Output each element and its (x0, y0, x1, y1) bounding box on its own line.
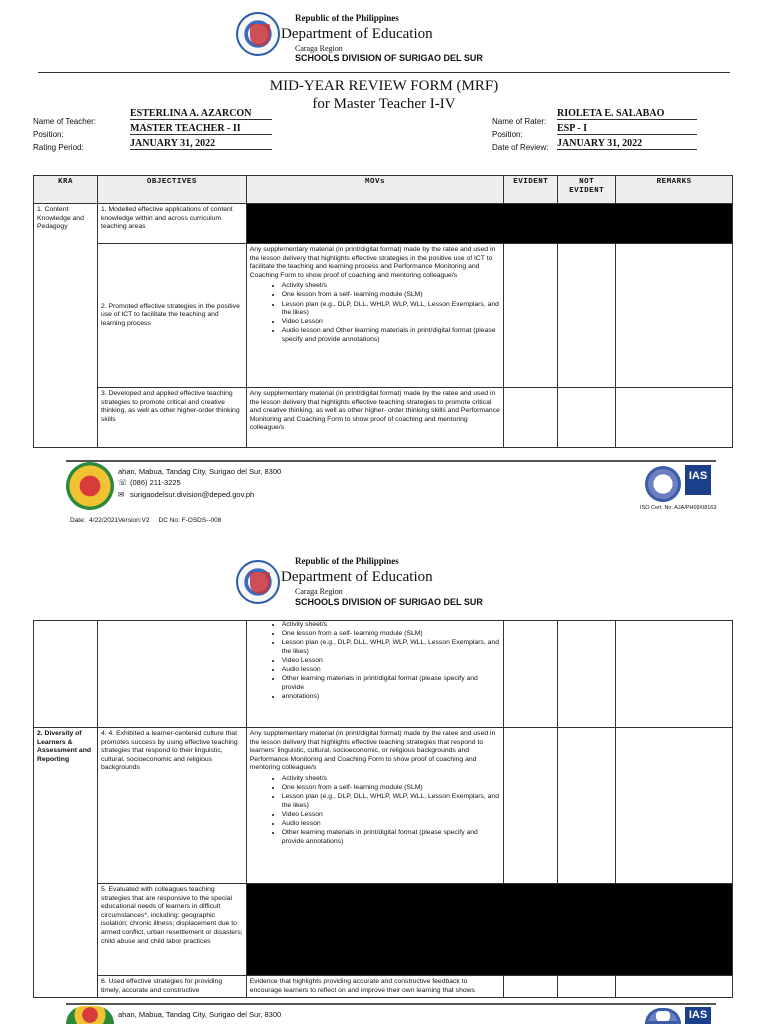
list-item: • annotations) (282, 693, 501, 702)
w3-cert-logo (645, 466, 681, 502)
list-item: • Video Lesson (282, 318, 501, 327)
footer-phone: (086) 211-3225 (130, 478, 181, 487)
mov-continued (246, 621, 504, 728)
list-item: • Activity sheet/s (282, 282, 501, 291)
teacher-position-label: Position: (33, 130, 64, 139)
remarks-cell[interactable] (616, 621, 733, 728)
form-title: MID-YEAR REVIEW FORM (MRF) (269, 78, 499, 94)
mov-2-list (282, 282, 501, 344)
rater-name-label: Name of Rater: (492, 117, 547, 126)
deped-seal (236, 560, 280, 604)
ias-cert-logo: IAS (685, 465, 711, 495)
not-evident-header: NOT EVIDENT (558, 176, 616, 204)
mrf-table-page1 (33, 175, 733, 448)
region-text: Caraga Region (295, 44, 343, 53)
not-evident-cell[interactable] (558, 976, 616, 998)
mov-6: Evidence that highlights providing accurate and constructive feedback to encourage learners to reflect on and improve their own learning that shows (246, 976, 504, 998)
objective-5: 5. Evaluated with colleagues teaching strategies that are responsive to the special educational needs of learners in difficult circumstances*, including: geographic isolation; chronic illness; displacement due to armed conflict, urban resettlement or disasters; child abuse and child labor practices (97, 884, 246, 976)
objective-1: 1. Modelled effective applications of content knowledge within and across curriculum teaching areas (97, 204, 246, 244)
footer-rule (66, 1003, 716, 1005)
evident-cell[interactable] (504, 728, 558, 884)
ias-cert-logo: IAS (685, 1007, 711, 1024)
not-evident-cell[interactable] (558, 244, 616, 388)
list-item: • One lesson from a self- learning module (SLM) (282, 291, 501, 300)
blacked-out-cell (246, 884, 732, 976)
form-subtitle: for Master Teacher I-IV (312, 96, 456, 112)
objective-6: 6. Used effective strategies for providing timely, accurate and constructive (97, 976, 246, 998)
kra-header: KRA (34, 176, 98, 204)
objective-2: 2. Promoted effective strategies in the positive use of ICT to facilitate the teaching and learning process (97, 244, 246, 388)
mov-2-text: Any supplementary material (in print/digital format) made by the ratee and used in the lesson delivery that highlights effective strategies in the positive use of ICT to facilitate the teaching and learning process and Performance Monitoring and Coaching Form to show proof of coaching and mentoring colleague/s (249, 246, 496, 279)
movs-header: MOVs (246, 176, 504, 204)
list-item: • Video Lesson (282, 811, 501, 820)
evident-cell[interactable] (504, 244, 558, 388)
kra1-cell: 1. Content Knowledge and Pedagogy (34, 204, 98, 448)
list-item: • Other learning materials in print/digital format (please specify and provide (282, 675, 501, 692)
mrf-table-page2 (33, 620, 733, 998)
republic-text: Republic of the Philippines (295, 13, 399, 23)
footer-address: ahan, Mabua, Tandag City, Surigao del Sur, 8300 (118, 467, 282, 476)
teacher-position: MASTER TEACHER - II (130, 123, 272, 135)
table-row (34, 244, 733, 388)
deped-seal (236, 12, 280, 56)
rating-period: JANUARY 31, 2022 (130, 138, 272, 150)
list-item: • Other learning materials in print/digital format (please specify and provide annotations) (282, 829, 501, 846)
division-logo (66, 1006, 114, 1024)
doc-info: Date: 4/22/2021Version:V2 DC No: F-OSDS--008 (70, 517, 222, 524)
evident-cell[interactable] (504, 621, 558, 728)
not-evident-cell[interactable] (558, 621, 616, 728)
header-rule (38, 72, 730, 73)
list-item: • One lesson from a self- learning module (SLM) (282, 784, 501, 793)
not-evident-cell[interactable] (558, 728, 616, 884)
division-text: SCHOOLS DIVISION OF SURIGAO DEL SUR (295, 597, 483, 607)
list-item: • Lesson plan (e.g., DLP, DLL, WHLP, WLP, WLL, Lesson Exemplars, and the likes) (282, 793, 501, 810)
table-row (34, 884, 733, 976)
remarks-cell[interactable] (616, 728, 733, 884)
mov-4-list (282, 775, 501, 846)
list-item: • Activity sheet/s (282, 775, 501, 784)
mov-4-text: Any supplementary material (in print/digital format) made by the ratee and used in the lesson delivery that highlights effective teaching strategies that respond to learners' linguistic, cultural, socioeconomic, or religious backgrounds and Performance Monitoring and Coaching Form to show proof of coaching and mentoring colleague/s (249, 730, 496, 772)
list-item: • Audio lesson (282, 666, 501, 675)
review-date-label: Date of Review: (492, 143, 549, 152)
kra2-cell: 2. Diversity of Learners & Assessment and Reporting (34, 728, 98, 998)
mov-3: Any supplementary material (in print/digital format) made by the ratee and used in the lesson delivery that highlights effective teaching strategies to promote critical and creative thinking, as well as other higher- order thinking skills and Performance Monitoring and Coaching Form to show proof of coaching and mentoring colleague/s (246, 388, 504, 448)
footer-rule (66, 460, 716, 462)
kra-cell (34, 621, 98, 728)
table-row (34, 976, 733, 998)
department-title: Department of Education (281, 26, 433, 42)
footer-email: surigaodelsur.division@deped.gov.ph (130, 490, 255, 499)
region-text: Caraga Region (295, 587, 343, 596)
division-text: SCHOOLS DIVISION OF SURIGAO DEL SUR (295, 53, 483, 63)
list-item: • Video Lesson (282, 657, 501, 666)
evident-cell[interactable] (504, 976, 558, 998)
list-item: • Audio lesson (282, 820, 501, 829)
rater-position-label: Position: (492, 130, 523, 139)
objectives-header: OBJECTIVES (97, 176, 246, 204)
table-row (34, 621, 733, 728)
division-logo (66, 462, 114, 510)
mov-2 (246, 244, 504, 388)
list-item: • Lesson plan (e.g., DLP, DLL, WHLP, WLP, WLL, Lesson Exemplars, and the likes) (282, 301, 501, 318)
mov-continued-list (282, 621, 501, 701)
list-item: • Lesson plan (e.g., DLP, DLL, WHLP, WLP, WLL, Lesson Exemplars, and the likes) (282, 639, 501, 656)
iso-cert-number: ISO Cert. No. AJA/PH09/08163 (640, 505, 717, 511)
rater-name: RIOLETA E. SALABAO (557, 108, 697, 120)
objective-cell (97, 621, 246, 728)
republic-text: Republic of the Philippines (295, 556, 399, 566)
rating-period-label: Rating Period: (33, 143, 84, 152)
department-title: Department of Education (281, 569, 433, 585)
remarks-cell[interactable] (616, 244, 733, 388)
evident-header: EVIDENT (504, 176, 558, 204)
footer-address: ahan, Mabua, Tandag City, Surigao del Sur, 8300 (118, 1010, 282, 1019)
table-row (34, 728, 733, 884)
objective-4: 4. 4. Exhibited a learner-centered culture that promotes success by using effective teaching strategies that respond to their linguistic, cultural, socioeconomic and religious backgrounds (97, 728, 246, 884)
rater-position: ESP - I (557, 123, 697, 135)
teacher-name: ESTERLINA A. AZARCON (130, 108, 272, 120)
list-item: • One lesson from a self- learning module (SLM) (282, 630, 501, 639)
evident-cell[interactable] (504, 388, 558, 448)
list-item: • Audio lesson and Other learning materials in print/digital format (please specify and provide annotations) (282, 327, 501, 344)
remarks-cell[interactable] (616, 388, 733, 448)
not-evident-cell[interactable] (558, 388, 616, 448)
review-date: JANUARY 31, 2022 (557, 138, 697, 150)
email-icon: ✉ (118, 490, 125, 499)
list-item: • Activity sheet/s (282, 621, 501, 630)
blacked-out-cell (246, 204, 732, 244)
objective-3: 3. Developed and applied effective teaching strategies to promote critical and creative thinking, as well as other higher-order thinking skills (97, 388, 246, 448)
table-row (34, 388, 733, 448)
remarks-header: REMARKS (616, 176, 733, 204)
phone-icon: ☏ (118, 478, 128, 487)
teacher-name-label: Name of Teacher: (33, 117, 96, 126)
mov-4 (246, 728, 504, 884)
w3-cert-logo (645, 1008, 681, 1024)
table-row (34, 204, 733, 244)
remarks-cell[interactable] (616, 976, 733, 998)
